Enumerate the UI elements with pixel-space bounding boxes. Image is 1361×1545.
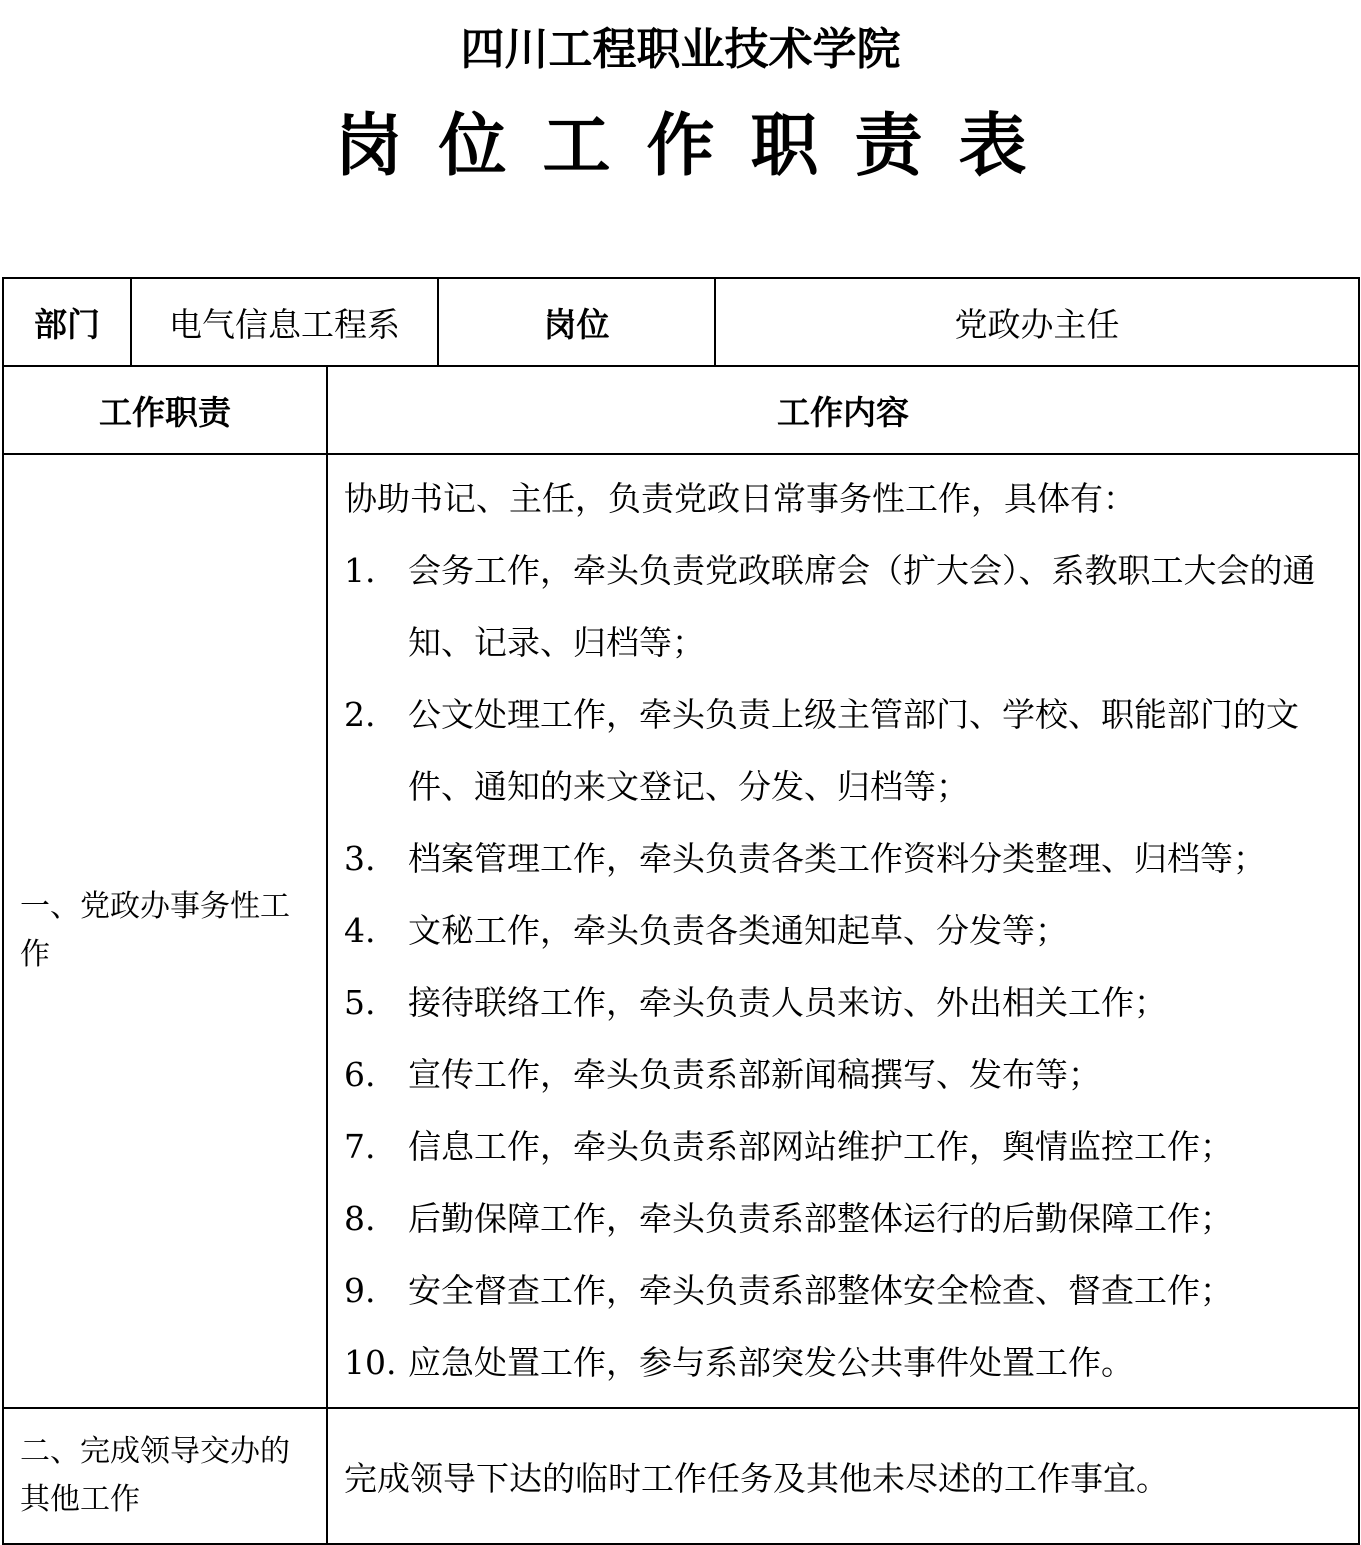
item-text: 会务工作，牵头负责党政联席会（扩大会）、系教职工大会的通知、记录、归档等； — [408, 551, 1316, 662]
header-row — [3, 366, 1359, 454]
duty-row-1 — [3, 454, 1359, 1408]
dept-label: 部门 — [3, 278, 131, 366]
item-text: 文秘工作，牵头负责各类通知起草、分发等； — [408, 911, 1068, 950]
item-text: 宣传工作，牵头负责系部新闻稿撰写、发布等； — [408, 1055, 1101, 1094]
post-label: 岗位 — [438, 278, 715, 366]
item-text: 后勤保障工作，牵头负责系部整体运行的后勤保障工作； — [408, 1199, 1233, 1238]
item-number: 9. — [344, 1271, 376, 1310]
list-item — [344, 895, 1342, 967]
duty-column-header: 工作职责 — [3, 366, 327, 454]
duty-content-2: 完成领导下达的临时工作任务及其他未尽述的工作事宜。 — [327, 1408, 1359, 1544]
item-number: 8. — [344, 1199, 376, 1238]
institution-title: 四川工程职业技术学院 — [460, 24, 901, 75]
content-column-header: 工作内容 — [327, 366, 1359, 454]
item-text: 接待联络工作，牵头负责人员来访、外出相关工作； — [408, 983, 1167, 1022]
item-number: 1. — [344, 551, 376, 590]
list-item — [344, 535, 1342, 679]
document-title: 岗位工作职责表 — [334, 107, 1063, 186]
duty-title-1: 一、党政办事务性工作 — [3, 454, 327, 1408]
item-text: 信息工作，牵头负责系部网站维护工作，舆情监控工作； — [408, 1127, 1233, 1166]
item-number: 6. — [344, 1055, 376, 1094]
list-item — [344, 967, 1342, 1039]
item-number: 3. — [344, 839, 376, 878]
item-number: 2. — [344, 695, 376, 734]
list-item — [344, 823, 1342, 895]
item-text: 应急处置工作，参与系部突发公共事件处置工作。 — [408, 1343, 1134, 1382]
item-number: 5. — [344, 983, 376, 1022]
duty-row-2 — [3, 1408, 1359, 1544]
duty-table — [2, 277, 1360, 1545]
dept-value: 电气信息工程系 — [131, 278, 438, 366]
item-text: 安全督查工作，牵头负责系部整体安全检查、督查工作； — [408, 1271, 1233, 1310]
item-number: 4. — [344, 911, 376, 950]
duty-title-2: 二、完成领导交办的其他工作 — [3, 1408, 327, 1544]
item-number: 7. — [344, 1127, 376, 1166]
list-item — [344, 1111, 1342, 1183]
list-item — [344, 1039, 1342, 1111]
list-item — [344, 1183, 1342, 1255]
post-value: 党政办主任 — [715, 278, 1359, 366]
list-item — [344, 1327, 1342, 1399]
item-text: 公文处理工作，牵头负责上级主管部门、学校、职能部门的文件、通知的来文登记、分发、归档等； — [408, 695, 1299, 806]
item-number: 10. — [344, 1343, 397, 1382]
duty-intro: 协助书记、主任，负责党政日常事务性工作，具体有： — [344, 479, 1136, 518]
duty-content-1 — [327, 454, 1359, 1408]
item-text: 档案管理工作，牵头负责各类工作资料分类整理、归档等； — [408, 839, 1266, 878]
list-item — [344, 679, 1342, 823]
list-item — [344, 1255, 1342, 1327]
info-row — [3, 278, 1359, 366]
